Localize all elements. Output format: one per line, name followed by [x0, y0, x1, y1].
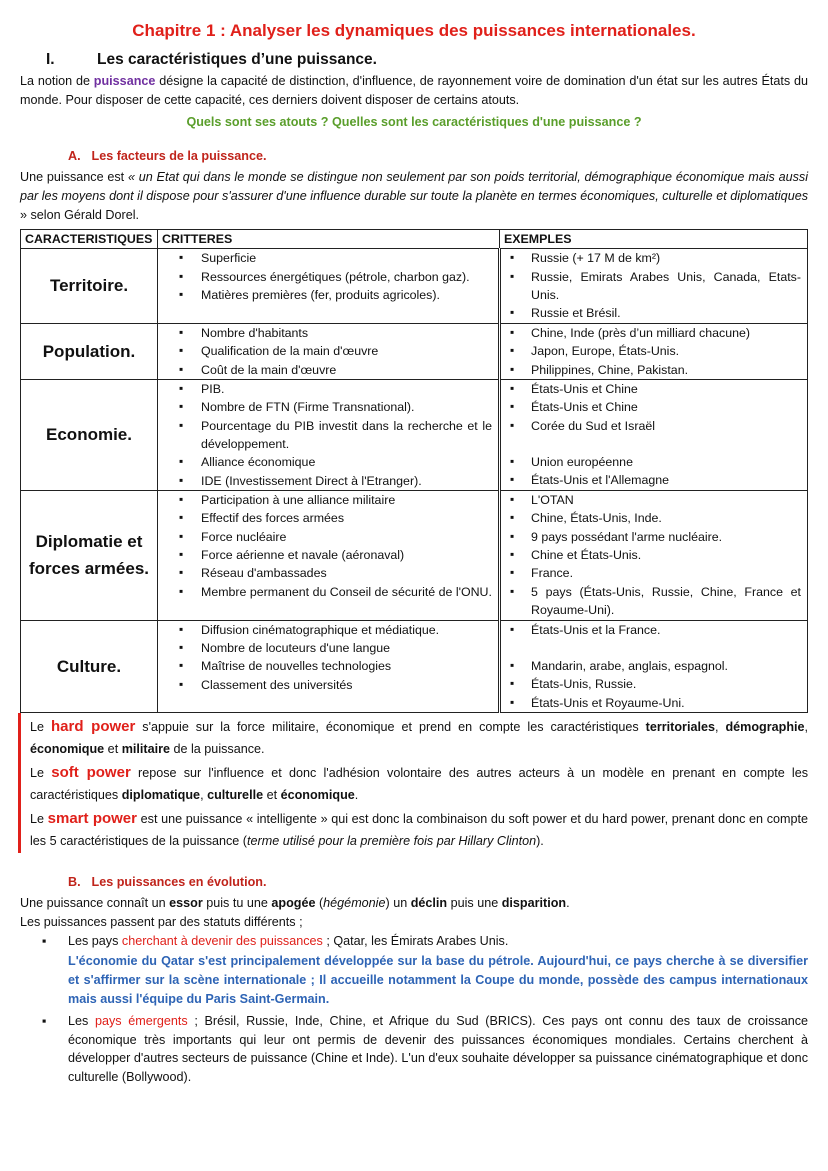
- table-row: [21, 249, 808, 323]
- examples-list: [501, 621, 807, 712]
- list-item: ▪ Mandarin, arabe, anglais, espagnol.: [501, 657, 807, 675]
- list-item: ▪ Force nucléaire: [158, 528, 498, 546]
- list-item: [501, 639, 807, 657]
- evo-declin: déclin: [410, 896, 448, 911]
- examples-cell: [500, 249, 808, 323]
- criteria-cell: [158, 379, 500, 490]
- examples-cell: [500, 379, 808, 490]
- item1-pre: Les pays: [68, 934, 122, 949]
- list-item: ▪ IDE (Investissement Direct à l'Etranger).: [158, 472, 498, 490]
- subsection-a-heading: [68, 147, 808, 166]
- list-item: ▪ Philippines, Chine, Pakistan.: [501, 361, 807, 379]
- list-item: ▪ Diffusion cinématographique et médiatique.: [158, 621, 498, 639]
- definition-post: » selon Gérald Dorel.: [20, 208, 140, 223]
- soft-b2: culturelle: [207, 788, 264, 803]
- smart-end: ).: [536, 834, 544, 849]
- soft-power-paragraph: [30, 761, 808, 805]
- soft-text: repose sur l'influence et donc l'adhésion volontaire des autres acteurs à un modèle en prenant en compte les caractéristiques: [30, 766, 809, 803]
- list-item: ▪ États-Unis et l'Allemagne: [501, 471, 807, 489]
- hard-sep1: ,: [714, 719, 726, 734]
- soft-power-term: soft power: [51, 764, 131, 782]
- table-row: [21, 620, 808, 712]
- hard-b2: démographie: [725, 719, 805, 734]
- intro-paragraph: [20, 72, 808, 110]
- list-item: ▪ Membre permanent du Conseil de sécurité de l'ONU.: [158, 583, 498, 601]
- list-item-aspiring: [20, 932, 808, 951]
- chapter-title: Chapitre 1 : Analyser les dynamiques des puissances internationales.: [132, 21, 696, 40]
- examples-list: [501, 324, 807, 379]
- qatar-paragraph: L'économie du Qatar s'est principalement développée sur la base du pétrole. Aujourd'hui, ce pays cherche à se diversifier et s'affirmer sur la scène internationale ; Il accueille notamment la Coupe du monde, possède des campus internationaux mais aussi l'équipe du Paris Saint-Germain.: [68, 953, 808, 1006]
- list-item: ▪ Russie et Brésil.: [501, 304, 807, 322]
- list-item: ▪ 5 pays (États-Unis, Russie, Chine, France et Royaume-Uni).: [501, 583, 807, 620]
- list-item: ▪ Classement des universités: [158, 676, 498, 694]
- list-item: ▪ Qualification de la main d'œuvre: [158, 342, 498, 360]
- list-item: ▪ Chine, Inde (près d’un milliard chacune): [501, 324, 807, 342]
- examples-cell: [500, 620, 808, 712]
- list-item: ▪ Union européenne: [501, 453, 807, 471]
- criteria-list: [158, 491, 498, 601]
- smart-text: est une puissance « intelligente » qui est donc la combinaison du soft power et du hard power, prenant donc en compte les 5 caractéristiques de la puissance (: [30, 812, 808, 849]
- soft-sep2: et: [263, 788, 281, 803]
- list-item: [501, 435, 807, 453]
- list-item: ▪ Réseau d'ambassades: [158, 564, 498, 582]
- hard-b4: militaire: [121, 741, 170, 756]
- list-item-emerging: [20, 1012, 808, 1088]
- list-item: ▪ Coût de la main d'œuvre: [158, 361, 498, 379]
- list-item: ▪ Chine, États-Unis, Inde.: [501, 509, 807, 527]
- category-cell: Culture.: [21, 620, 158, 712]
- intro-post: désigne la capacité de distinction, d'influence, de rayonnement voire de domination d'un état sur les autres États du monde. Pour disposer de cette capacité, ces derniers doivent disposer de certains atouts.: [20, 73, 808, 107]
- list-item: ▪ Nombre d'habitants: [158, 324, 498, 342]
- header-exemples: EXEMPLES: [500, 229, 808, 248]
- list-item: ▪ Ressources énergétiques (pétrole, charbon gaz).: [158, 268, 498, 286]
- category-cell: Diplomatie et forces armées.: [21, 491, 158, 621]
- criteria-list: [158, 249, 498, 304]
- characteristics-table: [20, 229, 808, 713]
- list-item: ▪ L'OTAN: [501, 491, 807, 509]
- guiding-question: Quels sont ses atouts ? Quelles sont les caractéristiques d'une puissance ?: [186, 114, 642, 129]
- list-item: ▪ Corée du Sud et Israël: [501, 417, 807, 435]
- list-item: ▪ Nombre de locuteurs d'une langue: [158, 639, 498, 657]
- hard-end: de la puissance.: [170, 741, 265, 756]
- evo-e: (: [315, 896, 324, 911]
- evo-apogee: apogée: [271, 896, 316, 911]
- examples-list: [501, 249, 807, 322]
- evolution-line: [20, 894, 808, 913]
- criteria-list: [158, 324, 498, 379]
- table-header-row: [21, 229, 808, 248]
- list-item: ▪ États-Unis, Russie.: [501, 675, 807, 693]
- criteria-cell: [158, 491, 500, 621]
- smart-power-term: smart power: [47, 810, 137, 828]
- list-item: ▪ Nombre de FTN (Firme Transnational).: [158, 398, 498, 416]
- category-cell: Territoire.: [21, 249, 158, 323]
- smart-italic: terme utilisé pour la première fois par Hillary Clinton: [247, 834, 537, 849]
- list-item: ▪ Pourcentage du PIB investit dans la recherche et le développement.: [158, 417, 498, 454]
- hard-b3: économique: [30, 741, 105, 756]
- intro-pre: La notion de: [20, 73, 94, 88]
- table-row: [21, 379, 808, 490]
- item1-term: cherchant à devenir des puissances: [121, 934, 323, 949]
- list-item: ▪ Force aérienne et navale (aéronaval): [158, 546, 498, 564]
- list-item: ▪ Alliance économique: [158, 453, 498, 471]
- evo-essor: essor: [169, 896, 203, 911]
- intro-term: puissance: [93, 73, 156, 88]
- item2-term: pays émergents: [94, 1013, 188, 1028]
- list-item: ▪ États-Unis et Chine: [501, 398, 807, 416]
- list-item: ▪ PIB.: [158, 380, 498, 398]
- criteria-cell: [158, 620, 500, 712]
- evo-c: puis tu une: [202, 896, 272, 911]
- hard-le: Le: [30, 719, 51, 734]
- soft-end: .: [354, 788, 359, 803]
- examples-list: [501, 491, 807, 620]
- power-types-box: [18, 713, 808, 853]
- status-list: [20, 932, 808, 951]
- section-heading-1: [20, 48, 808, 71]
- list-item: ▪ Effectif des forces armées: [158, 509, 498, 527]
- list-item: ▪ 9 pays possédant l'arme nucléaire.: [501, 528, 807, 546]
- status-list-2: [20, 1012, 808, 1088]
- list-item: ▪ États-Unis et la France.: [501, 621, 807, 639]
- section-title: Les caractéristiques d’une puissance.: [97, 50, 377, 68]
- list-item: ▪ Japon, Europe, États-Unis.: [501, 342, 807, 360]
- list-item: ▪ États-Unis et Royaume-Uni.: [501, 694, 807, 712]
- item2-post: ; Brésil, Russie, Inde, Chine, et Afrique du Sud (BRICS). Ces pays ont connu des taux de croissance économique très importants qui leur ont permis de devenir des puissances économiques mondiales. Certains cherchent à développer d'autres secteurs de puissance (Chine et Inde). L'un d'eux souhaite développer sa puissance cinématographique et donc culturelle (Bollywood).: [68, 1013, 808, 1085]
- subsection-a-letter: A.: [68, 149, 81, 164]
- examples-cell: [500, 491, 808, 621]
- list-item: ▪ Russie (+ 17 M de km²): [501, 249, 807, 267]
- subsection-b-heading: [68, 873, 808, 892]
- hard-sep2: ,: [804, 719, 809, 734]
- subsection-b-letter: B.: [68, 875, 81, 890]
- table-row: [21, 323, 808, 379]
- list-item: ▪ États-Unis et Chine: [501, 380, 807, 398]
- criteria-list: [158, 380, 498, 490]
- item2-pre: Les: [68, 1013, 95, 1028]
- evo-i: puis une: [447, 896, 502, 911]
- soft-b3: économique: [280, 788, 355, 803]
- definition-quote: « un Etat qui dans le monde se distingue non seulement par son poids territorial, démographique économique mais aussi par les moyens dont il dispose pour s'assurer d'une influence durable sur toute la planète en termes économiques, culturelle et diplomatiques: [20, 170, 808, 204]
- list-item: ▪ Participation à une alliance militaire: [158, 491, 498, 509]
- table-row: [21, 491, 808, 621]
- evo-g: ) un: [385, 896, 411, 911]
- list-item: ▪ Superficie: [158, 249, 498, 267]
- evo-disparition: disparition: [501, 896, 567, 911]
- list-item: ▪ Matières premières (fer, produits agricoles).: [158, 286, 498, 304]
- category-cell: Population.: [21, 323, 158, 379]
- category-cell: Economie.: [21, 379, 158, 490]
- criteria-cell: [158, 323, 500, 379]
- hard-sep3: et: [104, 741, 122, 756]
- evo-a: Une puissance connaît un: [20, 896, 170, 911]
- examples-cell: [500, 323, 808, 379]
- hard-b1: territoriales: [645, 719, 715, 734]
- subsection-b-title: Les puissances en évolution.: [91, 875, 267, 890]
- evo-k: .: [566, 896, 570, 911]
- hard-text: s'appuie sur la force militaire, économique et prend en compte les caractéristiques: [135, 719, 646, 734]
- list-item: ▪ France.: [501, 564, 807, 582]
- criteria-cell: [158, 249, 500, 323]
- header-caracteristiques: CARACTERISTIQUES: [21, 229, 158, 248]
- subsection-a-title: Les facteurs de la puissance.: [91, 149, 267, 164]
- hard-power-term: hard power: [51, 717, 136, 735]
- smart-power-paragraph: [30, 807, 808, 851]
- soft-sep1: ,: [200, 788, 208, 803]
- soft-le: Le: [30, 766, 52, 781]
- smart-le: Le: [30, 812, 48, 827]
- section-number: I.: [46, 50, 55, 68]
- list-item: ▪ Russie, Emirats Arabes Unis, Canada, Etats-Unis.: [501, 268, 807, 305]
- header-criteres: CRITTERES: [158, 229, 500, 248]
- hard-power-paragraph: [30, 715, 808, 759]
- list-item: ▪ Chine et États-Unis.: [501, 546, 807, 564]
- item1-post: ; Qatar, les Émirats Arabes Unis.: [322, 934, 509, 949]
- definition-paragraph: [20, 168, 808, 225]
- examples-list: [501, 380, 807, 490]
- definition-pre: Une puissance est: [20, 170, 128, 185]
- statuses-line: Les puissances passent par des statuts différents ;: [20, 915, 303, 930]
- criteria-list: [158, 621, 498, 694]
- evo-hegemonie: hégémonie: [323, 896, 386, 911]
- list-item: ▪ Maîtrise de nouvelles technologies: [158, 657, 498, 675]
- soft-b1: diplomatique: [121, 788, 201, 803]
